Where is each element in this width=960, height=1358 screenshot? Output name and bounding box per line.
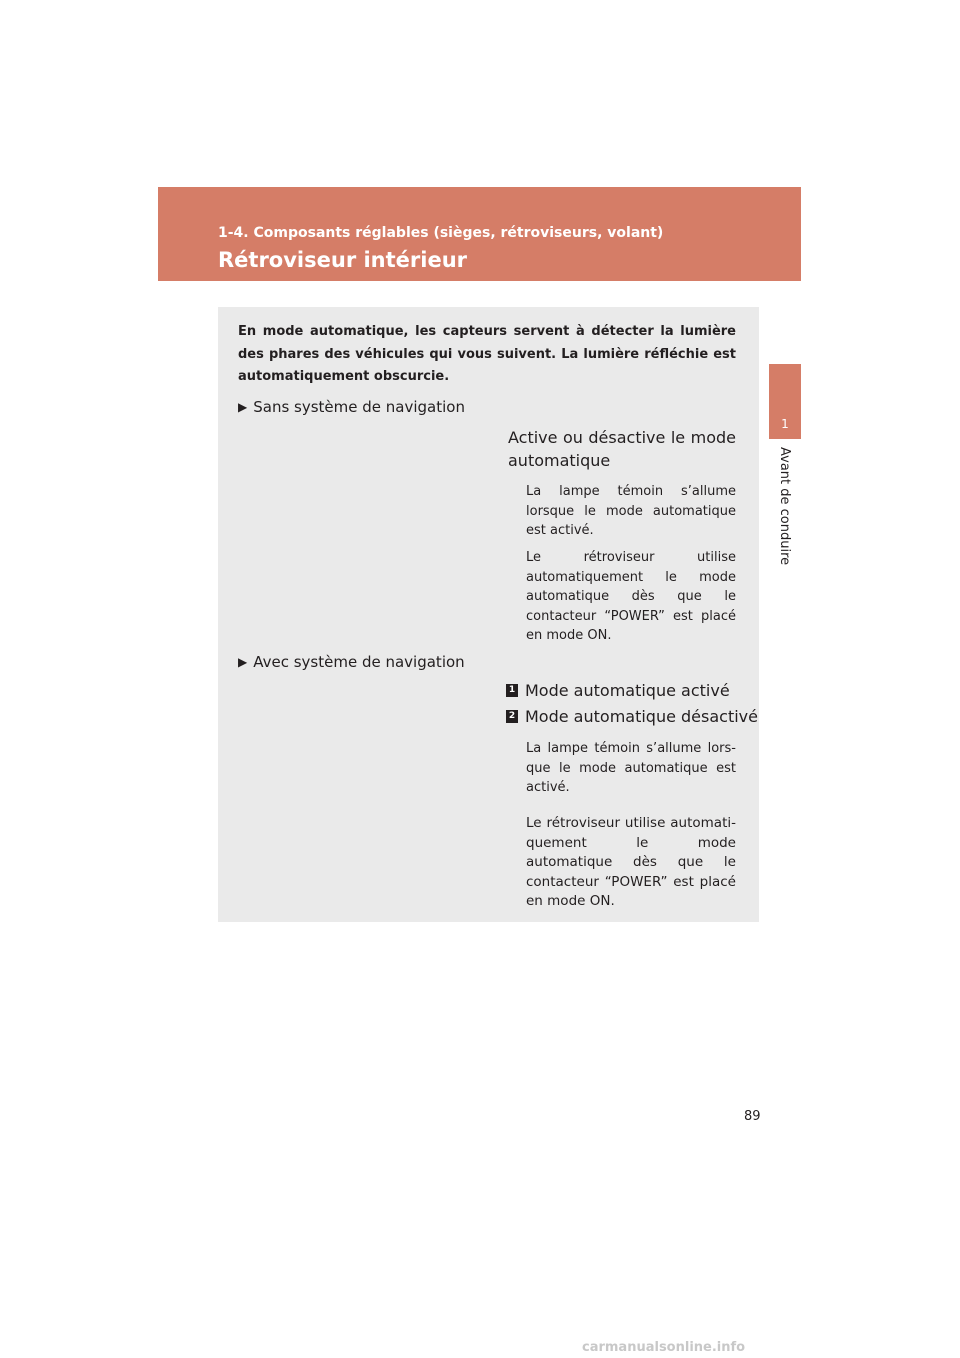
list-item-auto-on-label: Mode automatique activé bbox=[525, 681, 730, 700]
chapter-tab[interactable] bbox=[769, 364, 801, 439]
number-1-badge: 1 bbox=[506, 684, 518, 697]
chapter-number: 1 bbox=[781, 417, 789, 431]
watermark: carmanualsonline.info bbox=[582, 1340, 746, 1355]
intro-paragraph: En mode automatique, les capteurs servent à détecter la lumière des phares des véhicules qui vous suivent. La lumière réfléchie est automatiquement obscurcie. bbox=[238, 324, 736, 384]
subheading-without-nav-label: Sans système de navigation bbox=[253, 398, 465, 416]
list-item-auto-on bbox=[506, 681, 730, 700]
section-heading: 1-4. Composants réglables (sièges, rétroviseurs, volant) bbox=[218, 225, 664, 241]
note-power-switch-nav: Le rétroviseur utilise automati-quement le mode automatique dès que le contacteur “POWER” est placé en mode ON. bbox=[526, 815, 736, 909]
note-indicator-lamp: La lampe témoin s’allume lorsque le mode automatique est activé. bbox=[526, 484, 736, 538]
note-power-switch: Le rétroviseur utilise automatiquement le mode automatique dès que le contacteur “POWER” est placé en mode ON. bbox=[526, 550, 736, 643]
subheading-without-nav bbox=[238, 398, 465, 416]
note-indicator-lamp-nav: La lampe témoin s’allume lors-que le mode automatique est activé. bbox=[526, 741, 736, 795]
page-number: 89 bbox=[744, 1109, 761, 1124]
content-panel bbox=[218, 307, 759, 922]
callout-auto-mode: Active ou désactive le mode automatique bbox=[508, 428, 736, 470]
page-title: Rétroviseur intérieur bbox=[218, 248, 468, 272]
right-triangle-arrow-icon: ▶ bbox=[238, 400, 248, 414]
list-item-auto-off-label: Mode automatique désactivé bbox=[525, 707, 758, 726]
chapter-label: Avant de conduire bbox=[777, 447, 792, 566]
right-triangle-arrow-icon: ▶ bbox=[238, 655, 248, 669]
subheading-with-nav-label: Avec système de navigation bbox=[253, 653, 465, 671]
header-bar bbox=[158, 187, 801, 281]
subheading-with-nav bbox=[238, 653, 465, 671]
number-2-badge: 2 bbox=[506, 710, 518, 723]
list-item-auto-off bbox=[506, 707, 758, 726]
